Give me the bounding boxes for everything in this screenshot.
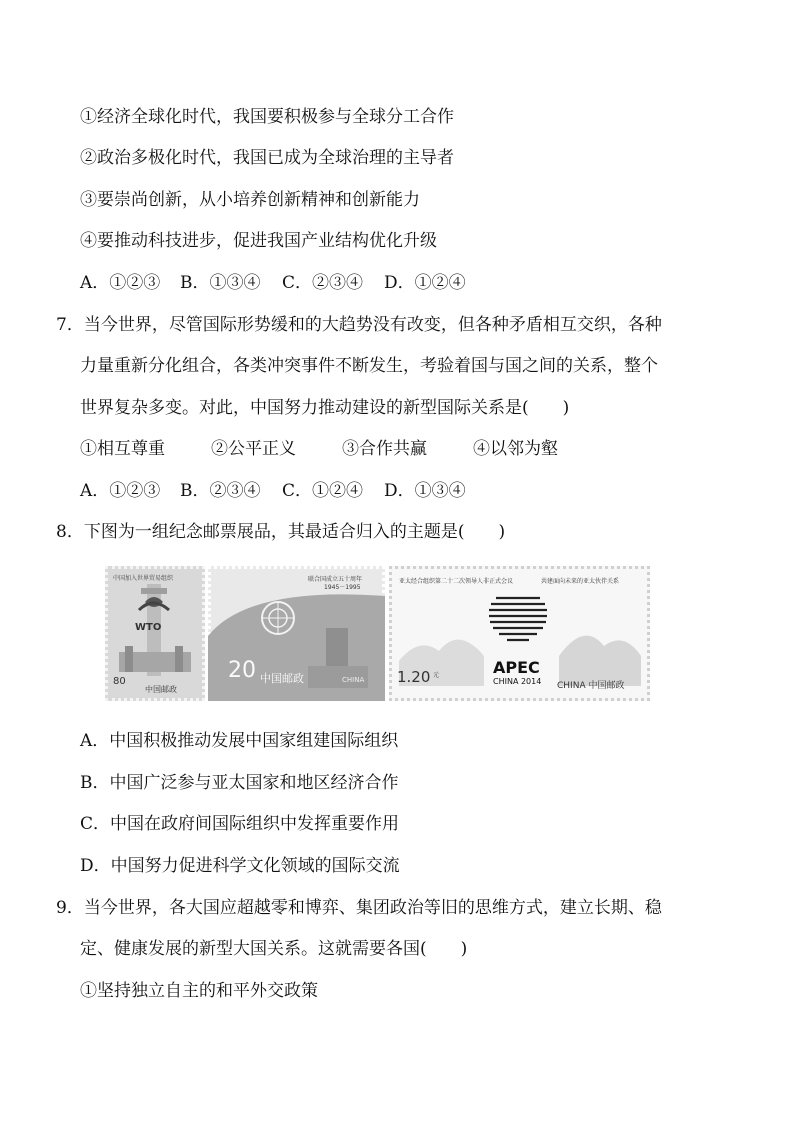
q7-option-b[interactable]: B．②③④ [180, 481, 261, 501]
stamp-un-country: 中国邮政 [260, 672, 304, 685]
q6-option-b[interactable]: B．①③④ [180, 273, 261, 293]
q6-option-a[interactable]: A．①②③ [80, 273, 161, 293]
stamp-wto-header: 中国加入世界贸易组织 [113, 575, 174, 582]
q7-option-c[interactable]: C．①②④ [282, 481, 364, 501]
stamp-wto-country: 中国邮政 [145, 685, 177, 694]
stamp-apec-header-left: 亚太经合组织第二十二次领导人非正式会议 [399, 578, 514, 585]
stamp-apec-unit: 元 [433, 672, 440, 679]
q6-option-d[interactable]: D．①②④ [384, 273, 466, 293]
stamp-apec-logo: APEC [493, 658, 540, 677]
stamp-un [208, 566, 385, 701]
q9-stem-line-1: 9．当今世界，各大国应超越零和博弈、集团政治等旧的思维方式，建立长期、稳 [56, 898, 662, 918]
stamp-un-latin: CHINA [342, 676, 365, 684]
q8-option-b[interactable]: B．中国广泛参与亚太国家和地区经济合作 [80, 773, 399, 793]
stamp-apec-value: 1.20 [397, 668, 431, 686]
q6-item-3: ③要崇尚创新，从小培养创新精神和创新能力 [80, 190, 420, 210]
q7-option-d[interactable]: D．①③④ [384, 481, 466, 501]
q6-item-1: ①经济全球化时代，我国要积极参与全球分工合作 [80, 107, 454, 127]
q8-stem: 8．下图为一组纪念邮票展品，其最适合归入的主题是( ) [56, 522, 506, 542]
q7-option-a[interactable]: A．①②③ [80, 481, 161, 501]
stamp-wto-logo: WTO [135, 622, 162, 633]
q7-stem-line-2: 力量重新分化组合，各类冲突事件不断发生，考验着国与国之间的关系，整个 [80, 356, 658, 376]
q7-item-1: ①相互尊重 [80, 439, 165, 459]
stamp-wto-value: 80 [113, 676, 126, 687]
stamp-un-header: 联合国成立五十周年 [308, 576, 363, 583]
q8-option-a[interactable]: A．中国积极推动发展中国家组建国际组织 [80, 731, 399, 751]
stamp-apec-sub: CHINA 2014 [493, 677, 542, 686]
q9-stem-line-2: 定、健康发展的新型大国关系。这就需要各国( ) [80, 939, 468, 959]
stamp-exhibit [105, 566, 650, 701]
q6-option-c[interactable]: C．②③④ [282, 273, 364, 293]
q7-options [80, 480, 466, 502]
q7-items [80, 438, 558, 460]
stamp-apec [389, 566, 650, 701]
q6-options [80, 272, 466, 294]
q7-item-4: ④以邻为壑 [473, 439, 558, 459]
q9-item-1: ①坚持独立自主的和平外交政策 [80, 981, 318, 1001]
q7-stem-line-3: 世界复杂多变。对此，中国努力推动建设的新型国际关系是( ) [80, 398, 570, 418]
stamp-wto [105, 566, 205, 701]
q7-stem-line-1: 7．当今世界，尽管国际形势缓和的大趋势没有改变，但各种矛盾相互交织，各种 [56, 315, 662, 335]
q8-option-c[interactable]: C．中国在政府间国际组织中发挥重要作用 [80, 814, 400, 834]
stamp-apec-header-right: 共建面向未来的亚太伙伴关系 [541, 578, 620, 585]
q7-item-2: ②公平正义 [211, 439, 296, 459]
q6-item-2: ②政治多极化时代，我国已成为全球治理的主导者 [80, 148, 454, 168]
stamp-un-years: 1945－1995 [324, 584, 361, 591]
q8-option-d[interactable]: D．中国努力促进科学文化领域的国际交流 [80, 856, 400, 876]
q7-item-3: ③合作共赢 [342, 439, 427, 459]
stamp-un-value: 20 [228, 658, 256, 683]
stamp-apec-country: CHINA 中国邮政 [557, 681, 625, 691]
q6-item-4: ④要推动科技进步，促进我国产业结构优化升级 [80, 231, 437, 251]
